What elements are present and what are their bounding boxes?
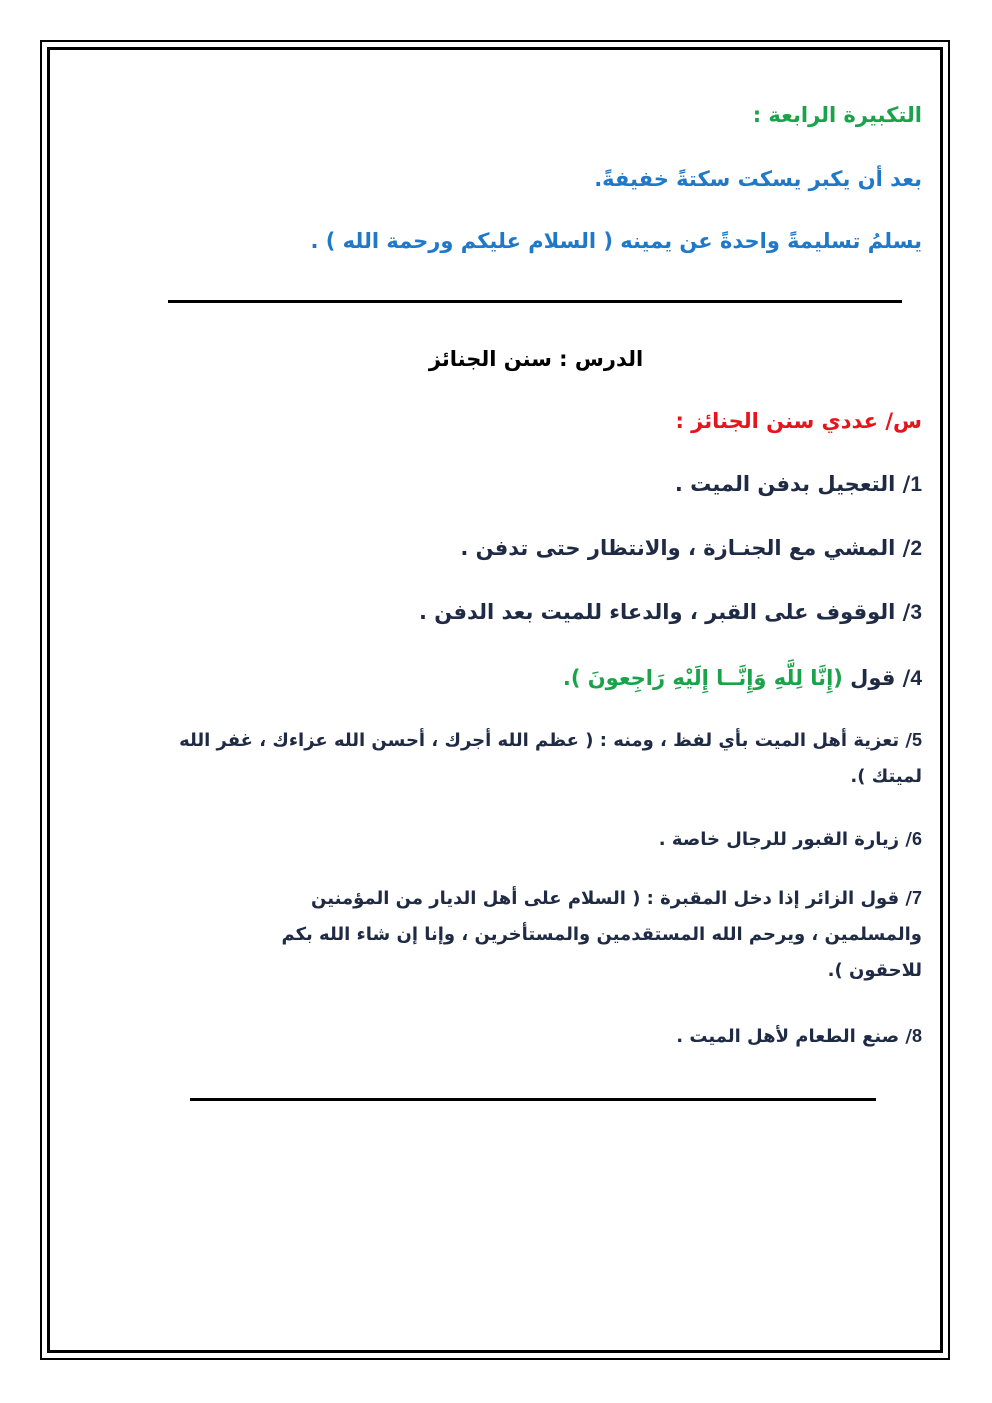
item-text: / الوقوف على القبر ، والدعاء للميت بعد الدفن . — [419, 600, 911, 624]
item-number: 8 — [911, 1026, 922, 1046]
list-item-6 — [659, 821, 922, 858]
item-text: / تعزية أهل الميت بأي لفظ ، ومنه : ( عظم الله أجرك ، أحسن الله عزاءك ، غفر الله لميتك ). — [179, 730, 922, 787]
item-number: 2 — [910, 537, 922, 560]
item-number: 1 — [910, 473, 922, 496]
item-text: / التعجيل بدفن الميت . — [674, 472, 911, 496]
item-text: / صنع الطعام لأهل الميت . — [676, 1026, 912, 1047]
section-heading: التكبيرة الرابعة : — [752, 103, 922, 127]
item-number: 5 — [911, 730, 922, 750]
lesson-title: الدرس : سنن الجنائز — [428, 347, 644, 371]
item-text: / قول الزائر إذا دخل المقبرة : ( السلام على أهل الديار من المؤمنين والمسلمين ، ويرحم الله المستقدمين والمستأخرين ، وإنا إن شاء الله بكم للاحقون ). — [281, 888, 922, 981]
list-item-5 — [150, 722, 922, 795]
takbira-line-1: بعد أن يكبر يسكت سكتةً خفيفةً. — [594, 167, 922, 191]
list-item-7 — [220, 880, 922, 989]
separator-line — [190, 1098, 876, 1101]
item-number: 4 — [910, 667, 922, 690]
item-text: / قول — [842, 666, 911, 690]
list-item-2 — [460, 533, 922, 564]
takbira-line-2: يسلمُ تسليمةً واحدةً عن يمينه ( السلام عليكم ورحمة الله ) . — [310, 229, 922, 253]
list-item-3 — [419, 597, 922, 628]
item-number: 6 — [911, 829, 922, 849]
separator-line — [168, 300, 902, 303]
item-text: / المشي مع الجنـازة ، والانتظار حتى تدفن . — [460, 536, 911, 560]
item-number: 7 — [911, 888, 922, 908]
question: س/ عددي سنن الجنائز : — [675, 409, 922, 433]
list-item-4 — [563, 663, 922, 694]
item-number: 3 — [910, 601, 922, 624]
item-text: / زيارة القبور للرجال خاصة . — [658, 829, 912, 850]
list-item-8 — [676, 1018, 922, 1055]
quran-quote: (إِنَّا لِلَّهِ وَإِنَّــا إِلَيْهِ رَاجِعونَ ). — [562, 666, 843, 690]
list-item-1 — [675, 469, 922, 500]
